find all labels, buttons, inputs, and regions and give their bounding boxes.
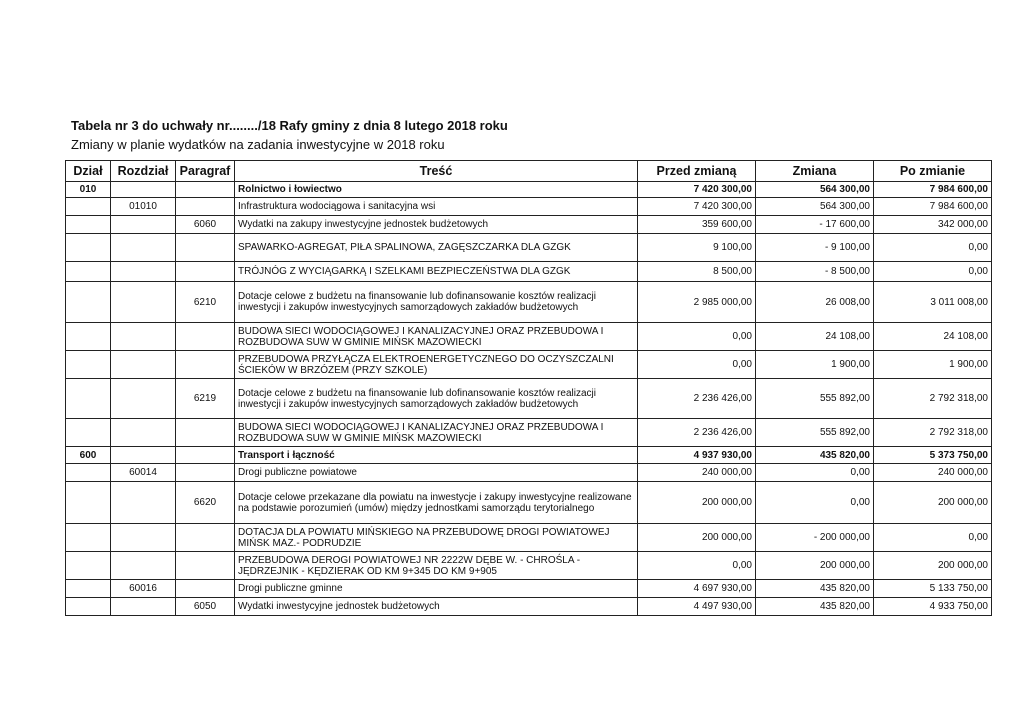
table-row <box>66 552 992 580</box>
cell-przed: 2 236 426,00 <box>638 379 756 419</box>
cell-zmiana: 1 900,00 <box>756 351 874 379</box>
cell-dzial <box>66 323 111 351</box>
cell-tresc: Wydatki na zakupy inwestycyjne jednostek budżetowych <box>235 216 638 234</box>
cell-rozdzial <box>111 552 176 580</box>
cell-paragraf: 6210 <box>176 282 235 323</box>
cell-paragraf <box>176 323 235 351</box>
cell-paragraf: 6060 <box>176 216 235 234</box>
cell-po: 200 000,00 <box>874 482 992 524</box>
cell-rozdzial <box>111 419 176 447</box>
cell-dzial <box>66 598 111 616</box>
cell-dzial <box>66 351 111 379</box>
table-row <box>66 464 992 482</box>
cell-paragraf <box>176 524 235 552</box>
cell-po: 2 792 318,00 <box>874 419 992 447</box>
header-rozdzial: Rozdział <box>111 161 176 182</box>
document-title: Tabela nr 3 do uchwały nr......../18 Rafy gminy z dnia 8 lutego 2018 roku <box>71 118 508 133</box>
table-row <box>66 482 992 524</box>
cell-przed: 0,00 <box>638 351 756 379</box>
cell-przed: 9 100,00 <box>638 234 756 262</box>
table-row <box>66 182 992 198</box>
cell-tresc: Dotacje celowe z budżetu na finansowanie lub dofinansowanie kosztów realizacji inwestycji i zakupów inwestycyjnych samorządowych zakładów budżetowych <box>235 379 638 419</box>
cell-tresc: BUDOWA SIECI WODOCIĄGOWEJ I KANALIZACYJNEJ ORAZ PRZEBUDOWA I ROZBUDOWA SUW W GMINIE MIŃSK MAZOWIECKI <box>235 323 638 351</box>
table-row <box>66 282 992 323</box>
cell-tresc: Rolnictwo i łowiectwo <box>235 182 638 198</box>
cell-przed: 7 420 300,00 <box>638 182 756 198</box>
cell-paragraf <box>176 552 235 580</box>
table-row <box>66 580 992 598</box>
cell-paragraf <box>176 419 235 447</box>
cell-po: 240 000,00 <box>874 464 992 482</box>
cell-przed: 240 000,00 <box>638 464 756 482</box>
cell-dzial <box>66 379 111 419</box>
cell-przed: 359 600,00 <box>638 216 756 234</box>
cell-dzial <box>66 580 111 598</box>
cell-przed: 200 000,00 <box>638 482 756 524</box>
cell-zmiana: 435 820,00 <box>756 447 874 464</box>
cell-zmiana: 24 108,00 <box>756 323 874 351</box>
table-row <box>66 198 992 216</box>
cell-paragraf <box>176 447 235 464</box>
cell-przed: 4 937 930,00 <box>638 447 756 464</box>
cell-paragraf: 6219 <box>176 379 235 419</box>
cell-rozdzial <box>111 282 176 323</box>
cell-rozdzial <box>111 323 176 351</box>
cell-paragraf <box>176 182 235 198</box>
cell-zmiana: 555 892,00 <box>756 419 874 447</box>
cell-rozdzial <box>111 482 176 524</box>
table-row <box>66 323 992 351</box>
table-row <box>66 351 992 379</box>
cell-po: 3 011 008,00 <box>874 282 992 323</box>
cell-tresc: Drogi publiczne powiatowe <box>235 464 638 482</box>
cell-przed: 4 497 930,00 <box>638 598 756 616</box>
cell-tresc: Drogi publiczne gminne <box>235 580 638 598</box>
cell-paragraf <box>176 580 235 598</box>
cell-po: 4 933 750,00 <box>874 598 992 616</box>
cell-paragraf <box>176 464 235 482</box>
cell-przed: 8 500,00 <box>638 262 756 282</box>
cell-paragraf: 6050 <box>176 598 235 616</box>
cell-przed: 2 985 000,00 <box>638 282 756 323</box>
cell-po: 342 000,00 <box>874 216 992 234</box>
cell-rozdzial <box>111 216 176 234</box>
cell-paragraf <box>176 351 235 379</box>
header-paragraf: Paragraf <box>176 161 235 182</box>
cell-po: 0,00 <box>874 524 992 552</box>
cell-dzial: 600 <box>66 447 111 464</box>
cell-przed: 0,00 <box>638 552 756 580</box>
cell-rozdzial <box>111 351 176 379</box>
cell-po: 0,00 <box>874 234 992 262</box>
cell-zmiana: - 9 100,00 <box>756 234 874 262</box>
cell-po: 7 984 600,00 <box>874 182 992 198</box>
cell-dzial <box>66 262 111 282</box>
cell-przed: 4 697 930,00 <box>638 580 756 598</box>
cell-zmiana: 564 300,00 <box>756 198 874 216</box>
cell-zmiana: - 17 600,00 <box>756 216 874 234</box>
document-subtitle: Zmiany w planie wydatków na zadania inwestycyjne w 2018 roku <box>71 137 445 152</box>
cell-przed: 0,00 <box>638 323 756 351</box>
cell-paragraf <box>176 262 235 282</box>
table-row <box>66 234 992 262</box>
table-row <box>66 262 992 282</box>
cell-dzial <box>66 198 111 216</box>
cell-tresc: PRZEBUDOWA PRZYŁĄCZA ELEKTROENERGETYCZNEGO DO OCZYSZCZALNI ŚCIEKÓW W BRZÓZEM (PRZY SZKOLE) <box>235 351 638 379</box>
cell-rozdzial <box>111 524 176 552</box>
cell-po: 5 373 750,00 <box>874 447 992 464</box>
cell-dzial <box>66 216 111 234</box>
cell-dzial <box>66 282 111 323</box>
table-row <box>66 216 992 234</box>
cell-tresc: Dotacje celowe przekazane dla powiatu na inwestycje i zakupy inwestycyjne realizowane na podstawie porozumień (umów) między jednostkami samorządu terytorialnego <box>235 482 638 524</box>
cell-zmiana: 435 820,00 <box>756 598 874 616</box>
cell-dzial <box>66 234 111 262</box>
cell-tresc: PRZEBUDOWA DEROGI POWIATOWEJ NR 2222W DĘBE W. - CHROŚLA - JĘDRZEJNIK - KĘDZIERAK OD KM 9+345 DO KM 9+905 <box>235 552 638 580</box>
cell-dzial <box>66 419 111 447</box>
cell-zmiana: 0,00 <box>756 482 874 524</box>
cell-po: 200 000,00 <box>874 552 992 580</box>
cell-paragraf: 6620 <box>176 482 235 524</box>
cell-rozdzial <box>111 447 176 464</box>
cell-tresc: Wydatki inwestycyjne jednostek budżetowych <box>235 598 638 616</box>
cell-tresc: Transport i łączność <box>235 447 638 464</box>
cell-rozdzial <box>111 379 176 419</box>
cell-dzial: 010 <box>66 182 111 198</box>
cell-zmiana: - 8 500,00 <box>756 262 874 282</box>
cell-rozdzial: 60016 <box>111 580 176 598</box>
cell-rozdzial <box>111 598 176 616</box>
cell-tresc: Dotacje celowe z budżetu na finansowanie lub dofinansowanie kosztów realizacji inwestycji i zakupów inwestycyjnych samorządowych zakładów budżetowych <box>235 282 638 323</box>
header-dzial: Dział <box>66 161 111 182</box>
cell-zmiana: 555 892,00 <box>756 379 874 419</box>
cell-tresc: SPAWARKO-AGREGAT, PIŁA SPALINOWA, ZAGĘSZCZARKA DLA GZGK <box>235 234 638 262</box>
cell-zmiana: 0,00 <box>756 464 874 482</box>
table-row <box>66 447 992 464</box>
cell-przed: 7 420 300,00 <box>638 198 756 216</box>
header-przed-zmiana: Przed zmianą <box>638 161 756 182</box>
cell-dzial <box>66 552 111 580</box>
cell-zmiana: - 200 000,00 <box>756 524 874 552</box>
cell-tresc: Infrastruktura wodociągowa i sanitacyjna wsi <box>235 198 638 216</box>
cell-rozdzial <box>111 262 176 282</box>
cell-zmiana: 435 820,00 <box>756 580 874 598</box>
cell-rozdzial: 60014 <box>111 464 176 482</box>
cell-dzial <box>66 524 111 552</box>
cell-po: 24 108,00 <box>874 323 992 351</box>
cell-zmiana: 200 000,00 <box>756 552 874 580</box>
header-tresc: Treść <box>235 161 638 182</box>
cell-tresc: DOTACJA DLA POWIATU MIŃSKIEGO NA PRZEBUDOWĘ DROGI POWIATOWEJ MIŃSK MAZ.- PODRUDZIE <box>235 524 638 552</box>
cell-przed: 200 000,00 <box>638 524 756 552</box>
cell-paragraf <box>176 234 235 262</box>
cell-po: 5 133 750,00 <box>874 580 992 598</box>
cell-tresc: BUDOWA SIECI WODOCIĄGOWEJ I KANALIZACYJNEJ ORAZ PRZEBUDOWA I ROZBUDOWA SUW W GMINIE MIŃSK MAZOWIECKI <box>235 419 638 447</box>
cell-paragraf <box>176 198 235 216</box>
table-row <box>66 598 992 616</box>
cell-rozdzial: 01010 <box>111 198 176 216</box>
table-row <box>66 379 992 419</box>
cell-po: 1 900,00 <box>874 351 992 379</box>
cell-po: 7 984 600,00 <box>874 198 992 216</box>
cell-zmiana: 26 008,00 <box>756 282 874 323</box>
cell-dzial <box>66 482 111 524</box>
budget-table <box>65 160 992 616</box>
cell-po: 0,00 <box>874 262 992 282</box>
cell-rozdzial <box>111 182 176 198</box>
cell-zmiana: 564 300,00 <box>756 182 874 198</box>
table-row <box>66 524 992 552</box>
table-row <box>66 419 992 447</box>
cell-rozdzial <box>111 234 176 262</box>
header-po-zmianie: Po zmianie <box>874 161 992 182</box>
cell-po: 2 792 318,00 <box>874 379 992 419</box>
cell-dzial <box>66 464 111 482</box>
cell-tresc: TRÓJNÓG Z WYCIĄGARKĄ I SZELKAMI BEZPIECZEŃSTWA DLA GZGK <box>235 262 638 282</box>
cell-przed: 2 236 426,00 <box>638 419 756 447</box>
header-zmiana: Zmiana <box>756 161 874 182</box>
table-header-row <box>66 161 992 182</box>
